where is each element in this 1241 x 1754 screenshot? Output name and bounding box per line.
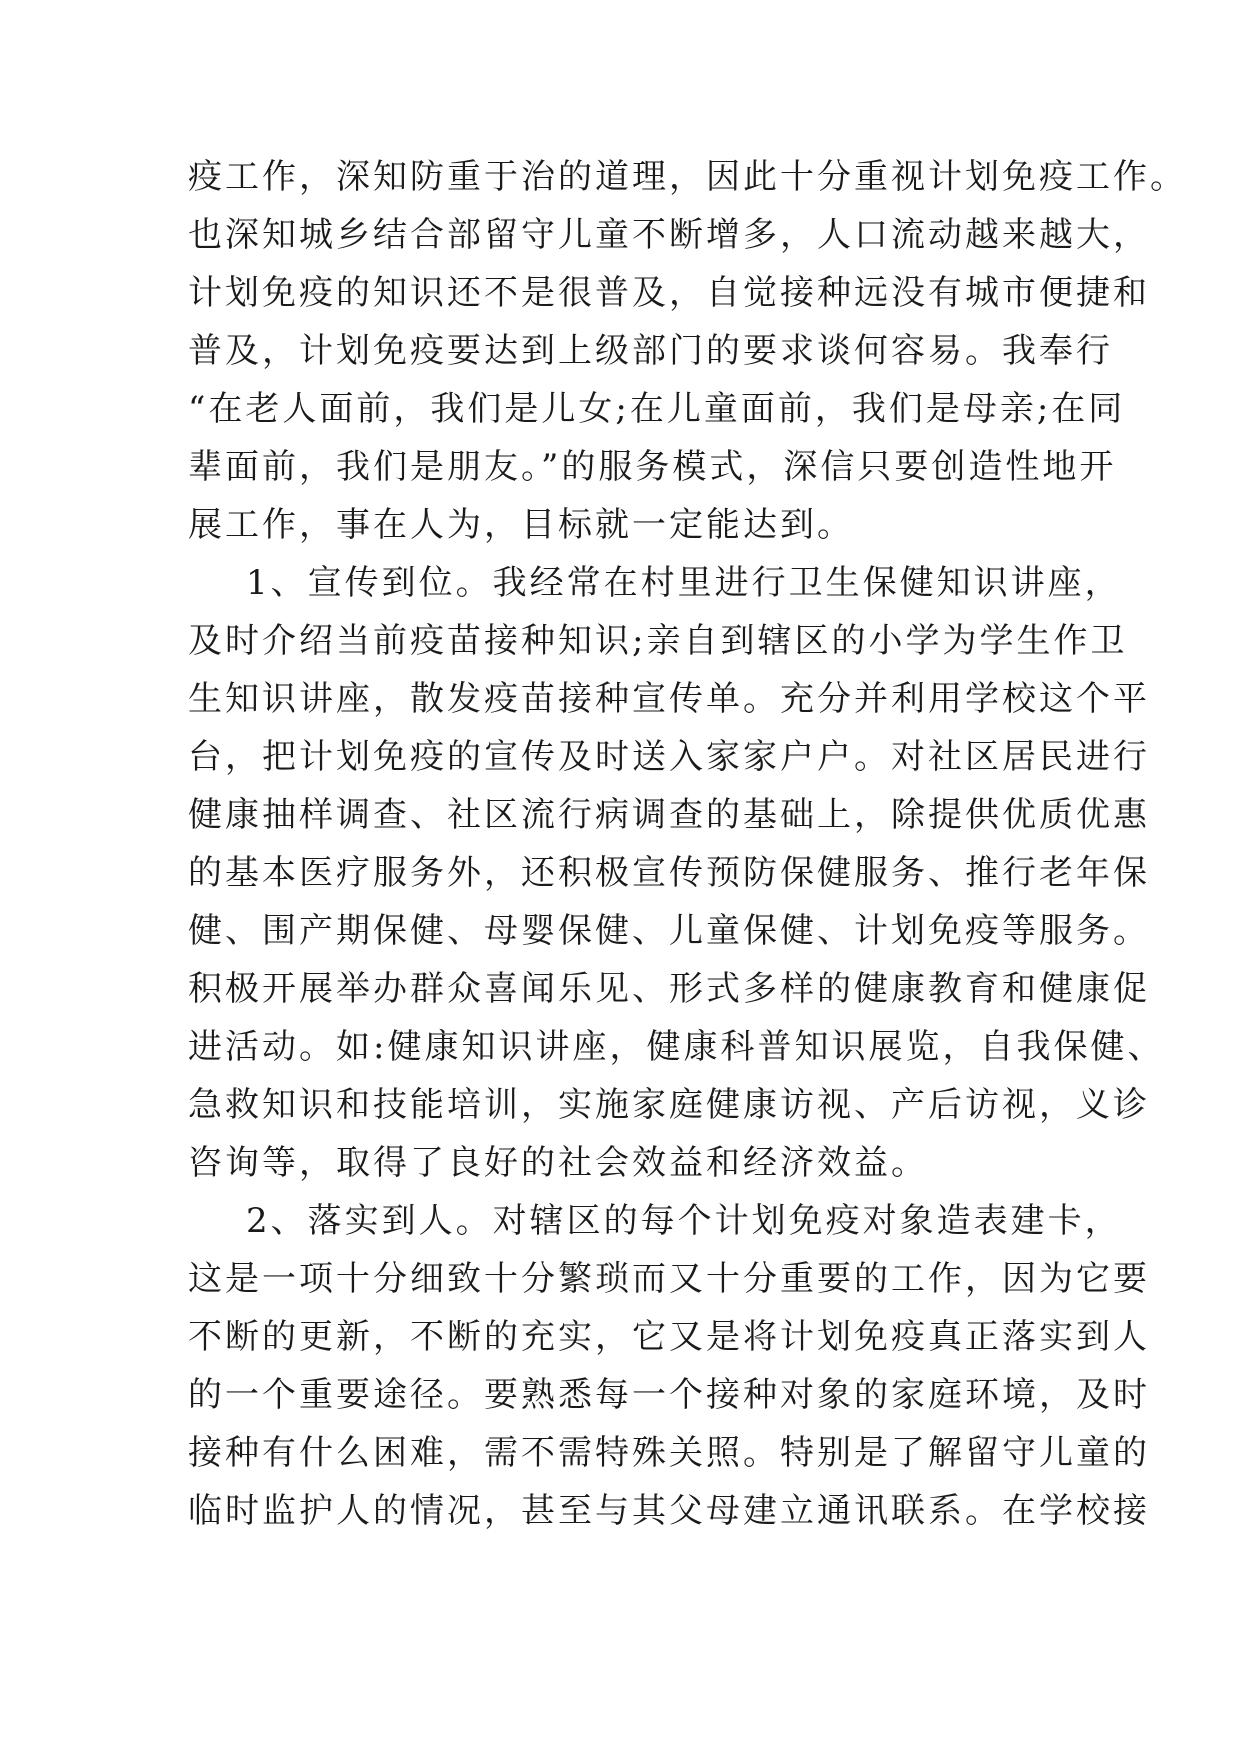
text-line: 这是一项十分细致十分繁琐而又十分重要的工作，因为它要 (188, 1259, 1150, 1299)
text-line: 接种有什么困难，需不需特殊关照。特别是了解留守儿童的 (188, 1433, 1150, 1473)
text-line: 急救知识和技能培训，实施家庭健康访视、产后访视，义诊 (188, 1085, 1150, 1125)
text-line: 健、围产期保健、母婴保健、儿童保健、计划免疫等服务。 (188, 911, 1150, 951)
text-line: 的基本医疗服务外，还积极宣传预防保健服务、推行老年保 (188, 853, 1150, 893)
text-line: 生知识讲座，散发疫苗接种宣传单。充分并利用学校这个平 (188, 679, 1150, 719)
text-line: 积极开展举办群众喜闻乐见、形式多样的健康教育和健康促 (188, 969, 1150, 1009)
text-line: 不断的更新，不断的充实，它又是将计划免疫真正落实到人 (188, 1317, 1150, 1357)
text-line: 及时介绍当前疫苗接种知识;亲自到辖区的小学为学生作卫 (188, 621, 1128, 661)
paragraph-first-line: 2、落实到人。对辖区的每个计划免疫对象造表建卡， (246, 1201, 1122, 1241)
paragraph-first-line: 1、宣传到位。我经常在村里进行卫生保健知识讲座， (246, 563, 1122, 603)
body-text (188, 148, 1187, 1540)
text-line: 辈面前，我们是朋友。”的服务模式，深信只要创造性地开 (188, 447, 1117, 487)
text-line: 的一个重要途径。要熟悉每一个接种对象的家庭环境，及时 (188, 1375, 1150, 1415)
text-line: 普及，计划免疫要达到上级部门的要求谈何容易。我奉行 (188, 331, 1113, 371)
text-line: “在老人面前，我们是儿女;在儿童面前，我们是母亲;在同 (188, 389, 1126, 429)
text-line: 咨询等，取得了良好的社会效益和经济效益。 (188, 1143, 928, 1183)
text-line: 展工作，事在人为，目标就一定能达到。 (188, 505, 854, 545)
text-line: 临时监护人的情况，甚至与其父母建立通讯联系。在学校接 (188, 1491, 1150, 1531)
text-line: 也深知城乡结合部留守儿童不断增多，人口流动越来越大， (188, 215, 1150, 255)
text-line: 进活动。如:健康知识讲座，健康科普知识展览，自我保健、 (188, 1027, 1165, 1067)
text-line: 台，把计划免疫的宣传及时送入家家户户。对社区居民进行 (188, 737, 1150, 777)
text-line: 疫工作，深知防重于治的道理，因此十分重视计划免疫工作。 (188, 157, 1187, 197)
text-line: 计划免疫的知识还不是很普及，自觉接种远没有城市便捷和 (188, 273, 1150, 313)
text-line: 健康抽样调查、社区流行病调查的基础上，除提供优质优惠 (188, 795, 1150, 835)
